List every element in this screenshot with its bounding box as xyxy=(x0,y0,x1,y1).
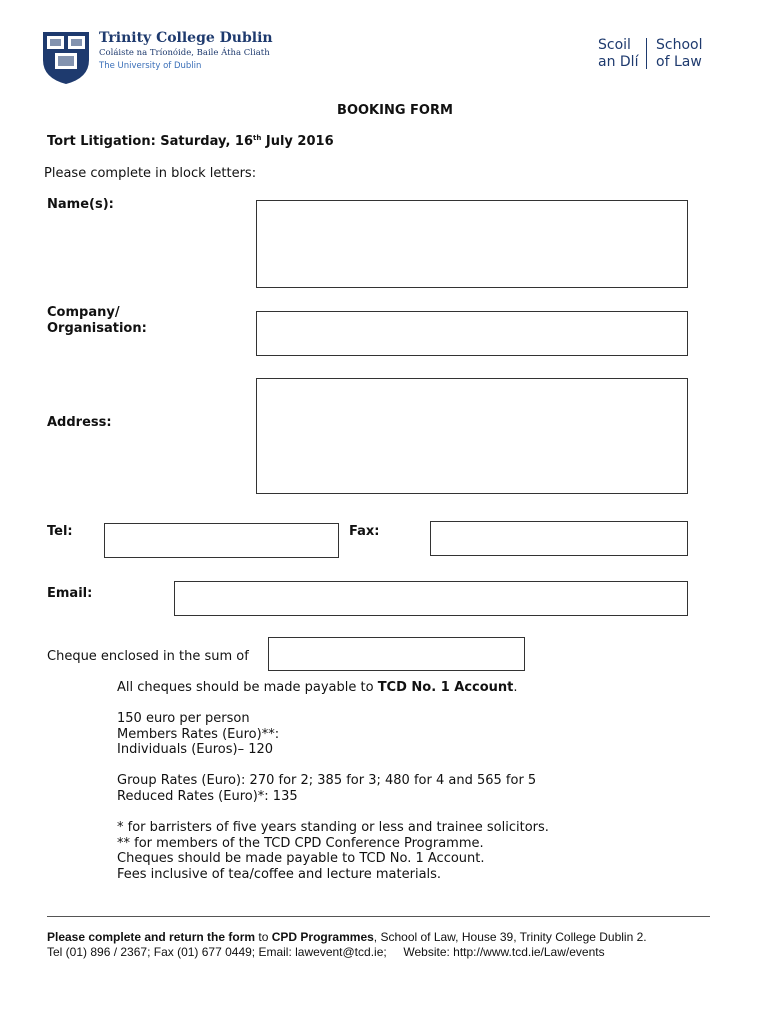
footer-to: to xyxy=(255,930,272,944)
event-heading-suffix: July 2016 xyxy=(261,134,334,149)
event-heading-prefix: Tort Litigation: Saturday, 16 xyxy=(47,134,254,149)
footer-contact-line: Tel (01) 896 / 2367; Fax (01) 677 0449; Email: lawevent@tcd.ie; Website: http://www.tcd.ie/Law/events xyxy=(47,945,605,959)
school-irish-line2: an Dlí xyxy=(598,54,639,70)
fax-field[interactable] xyxy=(430,521,688,556)
tel-label: Tel: xyxy=(47,524,73,539)
email-label: Email: xyxy=(47,586,93,601)
school-english-line2: of Law xyxy=(656,54,702,70)
event-heading-sup: th xyxy=(253,134,262,142)
address-label: Address: xyxy=(47,415,112,430)
cheque-amount-field[interactable] xyxy=(268,637,525,671)
address-field[interactable] xyxy=(256,378,688,494)
tcd-crest-icon xyxy=(41,30,91,85)
company-field[interactable] xyxy=(256,311,688,356)
cheque-label: Cheque enclosed in the sum of xyxy=(47,649,249,664)
footer-divider xyxy=(47,916,710,917)
payable-suffix: . xyxy=(513,680,518,695)
rates-block xyxy=(117,711,279,758)
fax-label: Fax: xyxy=(349,524,380,539)
note-line: * for barristers of five years standing or less and trainee solicitors. xyxy=(117,820,549,835)
university-name: The University of Dublin xyxy=(99,61,202,71)
payable-account: TCD No. 1 Account xyxy=(377,680,514,695)
notes-block xyxy=(117,820,549,882)
company-label-line2: Organisation: xyxy=(47,321,147,336)
company-label-line1: Company/ xyxy=(47,305,120,320)
school-irish-line1: Scoil xyxy=(598,37,631,53)
school-english-line1: School xyxy=(656,37,703,53)
email-field[interactable] xyxy=(174,581,688,616)
form-instruction: Please complete in block letters: xyxy=(44,166,257,181)
payable-prefix: All cheques should be made payable to xyxy=(117,680,378,695)
institution-name: Trinity College Dublin xyxy=(99,30,273,46)
payable-note xyxy=(117,680,518,696)
tel-field[interactable] xyxy=(104,523,339,558)
group-rates-block xyxy=(117,773,536,804)
footer-bold-cpd: CPD Programmes xyxy=(271,930,374,944)
institution-irish-name: Coláiste na Tríonóide, Baile Átha Cliath xyxy=(99,48,270,58)
rate-line: Members Rates (Euro)**: xyxy=(117,726,280,742)
rate-line: 150 euro per person xyxy=(117,711,250,726)
form-title: BOOKING FORM xyxy=(337,103,453,118)
names-field[interactable] xyxy=(256,200,688,288)
footer-bold-return: Please complete and return the form xyxy=(47,930,256,944)
footer-line1 xyxy=(47,930,647,944)
footer-address: , School of Law, House 39, Trinity College Dublin 2. xyxy=(373,930,647,944)
school-logo-divider xyxy=(646,38,647,69)
rate-line: Individuals (Euros)– 120 xyxy=(117,742,274,757)
group-rate-line: Group Rates (Euro): 270 for 2; 385 for 3; 480 for 4 and 565 for 5 xyxy=(117,773,537,788)
names-label: Name(s): xyxy=(47,197,114,212)
group-rate-line: Reduced Rates (Euro)*: 135 xyxy=(117,788,298,804)
note-line: ** for members of the TCD CPD Conference Programme. xyxy=(117,835,484,851)
note-line: Cheques should be made payable to TCD No. 1 Account. xyxy=(117,851,485,866)
event-heading xyxy=(47,134,334,149)
note-line: Fees inclusive of tea/coffee and lecture materials. xyxy=(117,866,442,882)
